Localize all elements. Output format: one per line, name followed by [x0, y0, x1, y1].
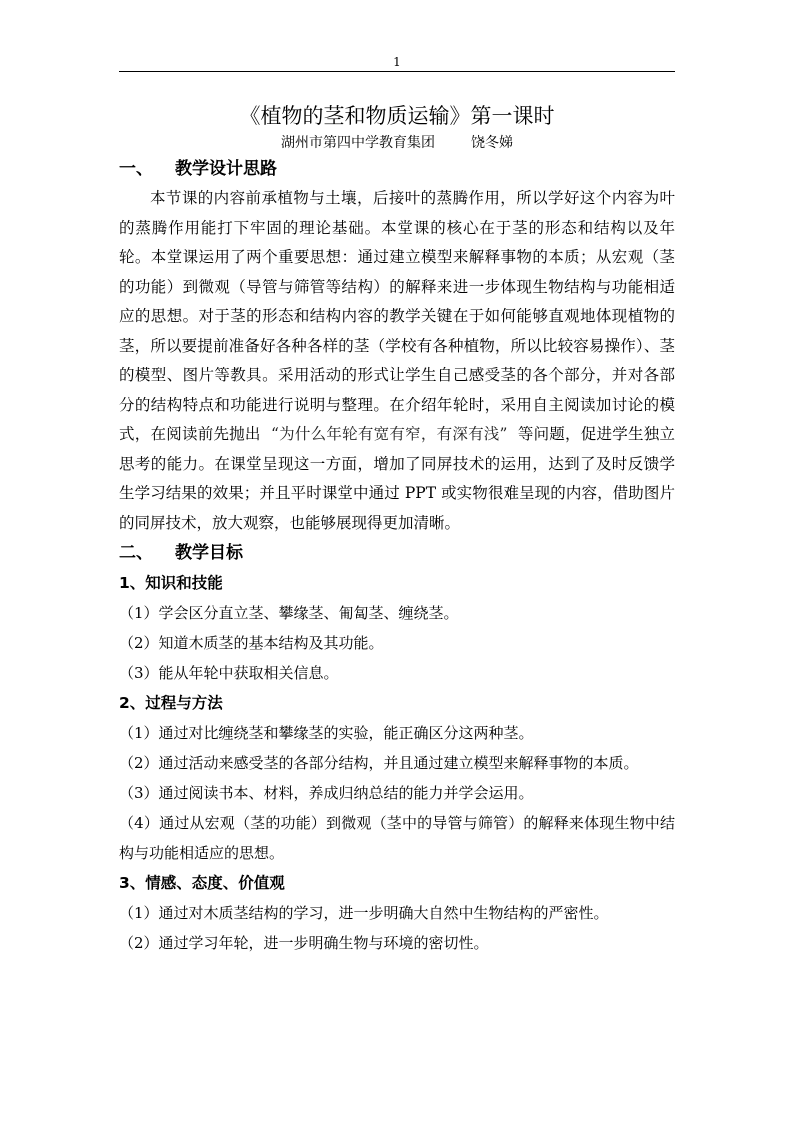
document-body — [119, 100, 675, 958]
list-item: （2）通过学习年轮，进一步明确生物与环境的密切性。 — [119, 934, 489, 952]
paragraph-text: 本节课的内容前承植物与土壤，后接叶的蒸腾作用，所以学好这个内容为叶的蒸腾作用能打下牢固的理论基础。本堂课的核心在于茎的形态和结构以及年轮。本堂课运用了两个重要思想：通过建立模型来解释事物的本质；从宏观（茎的功能）到微观（导管与筛管等结构）的解释来进一步体现生物结构与功能相适应的思想。对于茎的形态和结构内容的教学关键在于如何能够直观地体现植物的茎，所以要提前准备好各种各样的茎（学校有各种植物，所以比较容易操作）、茎的模型、图片等教具。采用活动的形式让学生自己感受茎的各个部分，并对各部分的结构特点和功能进行说明与整理。在介绍年轮时，采用自主阅读加讨论的模式，在阅读前先抛出 — [119, 189, 675, 443]
section-title: 教学设计思路 — [175, 159, 277, 179]
list-item: （1）通过对木质茎结构的学习，进一步明确大自然中生物结构的严密性。 — [119, 904, 609, 922]
section-number: 一、 — [119, 159, 153, 179]
list-item: （3）通过阅读书本、材料，养成归纳总结的能力并学会运用。 — [119, 784, 534, 802]
list-item: （2）知道木质茎的基本结构及其功能。 — [119, 634, 384, 652]
document-title: 《植物的茎和物质运输》第一课时 — [239, 104, 555, 128]
section-heading-design — [119, 154, 675, 184]
list-item: （2）通过活动来感受茎的各部分结构，并且通过建立模型来解释事物的本质。 — [119, 754, 639, 772]
goal-group-title: 3、情感、态度、价值观 — [119, 874, 285, 892]
section-title: 教学目标 — [175, 543, 243, 563]
paragraph-text: 等问题，促进学生独立思考的能力。在课堂呈现这一方面，增加了同屏技术的运用，达到了及时反馈学生学习结果的效果；并且平时课堂中通过 PPT 或实物很难呈现的内容，借助图片的同屏技术，放大观察，也能够展现得更加清晰。 — [119, 425, 675, 532]
page-number: 1 — [393, 55, 401, 69]
header-rule — [119, 71, 675, 72]
goal-group-process — [119, 688, 675, 868]
design-paragraph — [119, 184, 675, 538]
author-school: 湖州市第四中学教育集团 — [281, 135, 435, 151]
goal-group-knowledge — [119, 568, 675, 688]
section-number: 二、 — [119, 543, 153, 563]
list-item: （4）通过从宏观（茎的功能）到微观（茎中的导管与筛管）的解释来体现生物中结构与功能相适应的思想。 — [119, 814, 675, 862]
question-quote: “为什么年轮有宽有窄，有深有浅” — [271, 425, 508, 443]
author-name: 饶冬娣 — [471, 135, 513, 151]
list-item: （1）学会区分直立茎、攀缘茎、匍匐茎、缠绕茎。 — [119, 604, 459, 622]
goal-group-attitude — [119, 868, 675, 958]
list-item: （1）通过对比缠绕茎和攀缘茎的实验，能正确区分这两种茎。 — [119, 724, 534, 742]
goal-group-title: 2、过程与方法 — [119, 694, 223, 712]
author-line — [119, 132, 675, 154]
goal-group-title: 1、知识和技能 — [119, 574, 223, 592]
list-item: （3）能从年轮中获取相关信息。 — [119, 664, 339, 682]
section-heading-goals — [119, 538, 675, 568]
